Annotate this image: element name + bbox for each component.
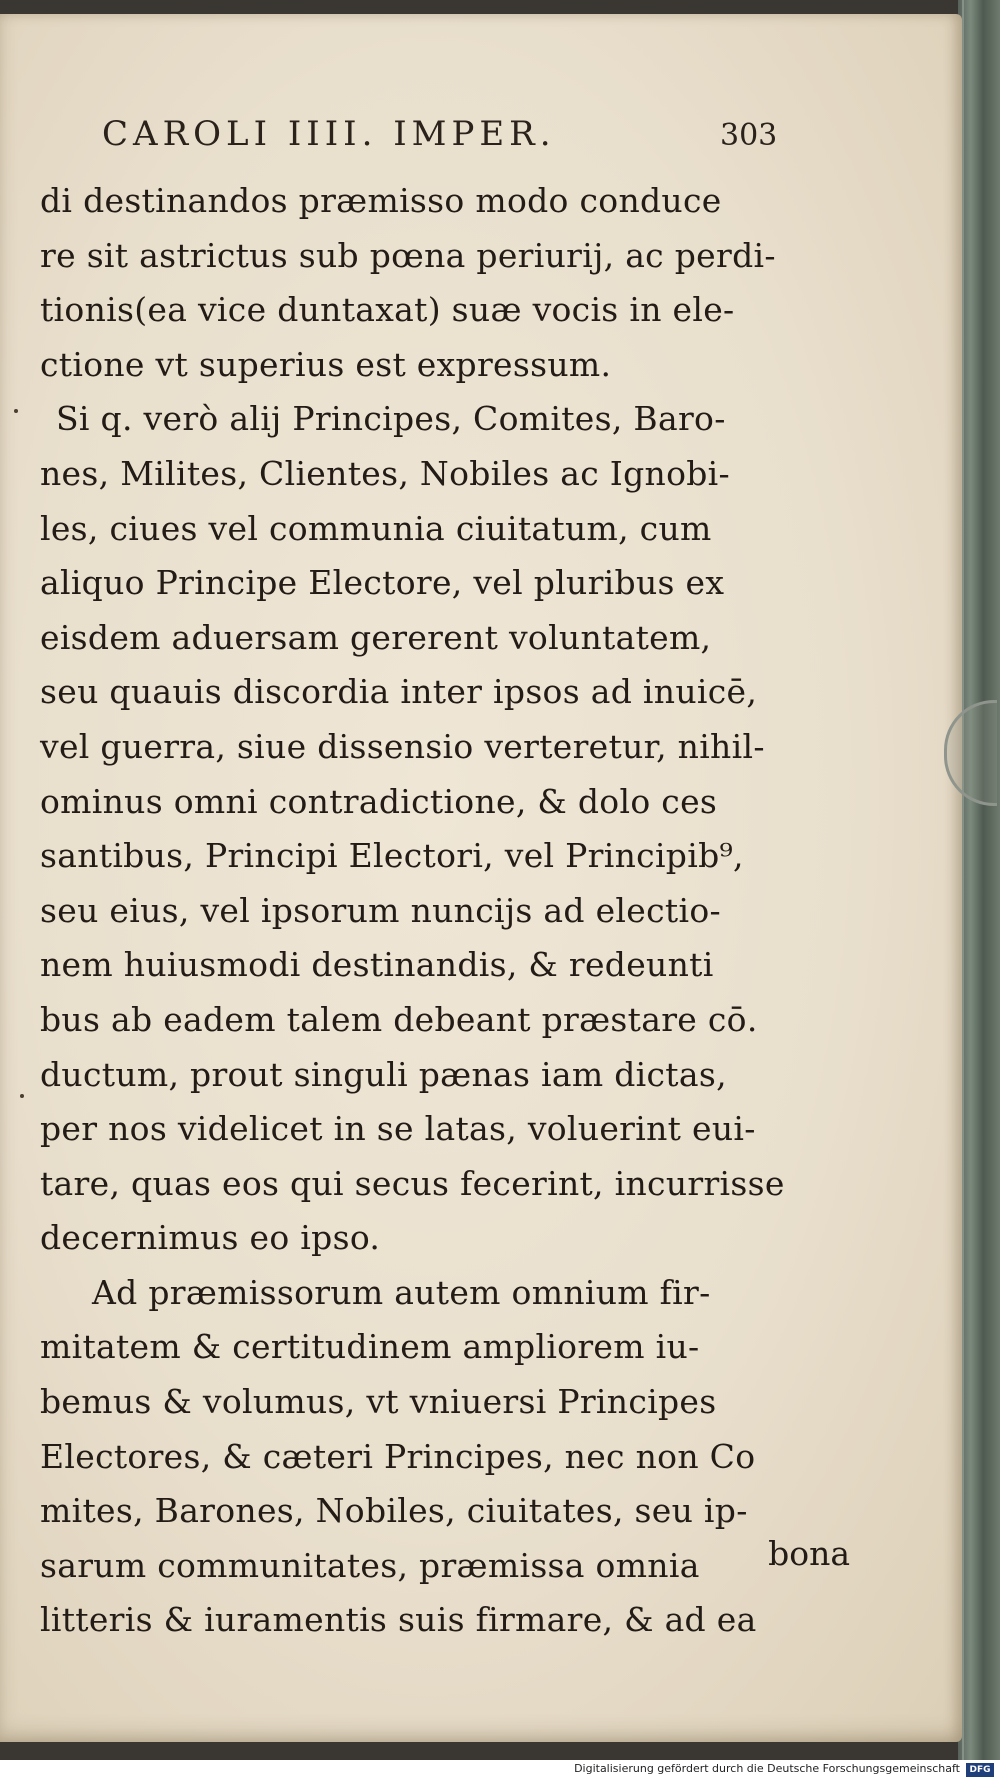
text-line: mitatem & certitudinem ampliorem iu- <box>40 1327 700 1367</box>
text-line: seu eius, vel ipsorum nuncijs ad electio- <box>40 890 721 930</box>
running-head <box>40 114 810 174</box>
text-line: di destinandos præmisso modo conduce <box>40 181 722 220</box>
text-line: seu quauis discordia inter ipsos ad inuicē, <box>40 672 758 712</box>
catchword: bona <box>768 1534 850 1573</box>
text-line: ductum, prout singuli pænas iam dictas, <box>40 1054 727 1094</box>
text-line: ominus omni contradictione, & dolo ces <box>40 781 718 821</box>
text-line: santibus, Principi Electori, vel Principib⁹, <box>40 836 744 876</box>
text-line: Electores, & cæteri Principes, nec non Co <box>40 1436 756 1476</box>
text-line: les, ciues vel communia ciuitatum, cum <box>40 508 712 548</box>
text-line: tionis(ea vice duntaxat) suæ vocis in ele- <box>40 290 735 330</box>
digitization-footer <box>0 1760 1000 1781</box>
text-line: vel guerra, siue dissensio verteretur, nihil- <box>40 726 765 766</box>
body-text <box>40 174 810 1648</box>
ink-speck <box>20 1094 24 1098</box>
running-title: CAROLI IIII. IMPER. <box>102 114 556 154</box>
book-page <box>0 14 962 1742</box>
text-line: tare, quas eos qui secus fecerint, incurrisse <box>40 1163 785 1203</box>
funding-credit: Digitalisierung gefördert durch die Deutsche Forschungsgemeinschaft <box>574 1762 960 1775</box>
text-line: aliquo Principe Electore, vel pluribus ex <box>40 563 725 603</box>
text-line: Si q. verò alij Principes, Comites, Baro- <box>56 399 726 439</box>
text-line: litteris & iuramentis suis firmare, & ad ea <box>40 1600 757 1640</box>
dfg-logo: DFG <box>966 1763 994 1777</box>
ink-speck <box>14 409 18 413</box>
text-line: mites, Barones, Nobiles, ciuitates, seu ip- <box>40 1491 748 1531</box>
text-line: eisdem aduersam gererent voluntatem, <box>40 617 712 657</box>
text-line: decernimus eo ipso. <box>40 1218 381 1258</box>
text-line: bemus & volumus, vt vniuersi Principes <box>40 1382 717 1422</box>
text-line: re sit astrictus sub pœna periurij, ac perdi- <box>40 235 776 275</box>
text-line: sarum communitates, præmissa omnia <box>40 1545 700 1585</box>
book-fore-edge <box>958 0 1000 1760</box>
page-text-block <box>40 114 850 1648</box>
text-line: nem huiusmodi destinandis, & redeunti <box>40 945 714 985</box>
text-line: bus ab eadem talem debeant præstare cō. <box>40 999 758 1039</box>
text-line: ctione vt superius est expressum. <box>40 344 612 384</box>
text-line: per nos videlicet in se latas, voluerint eui- <box>40 1109 756 1149</box>
text-line: Ad præmissorum autem omnium fir- <box>92 1272 711 1312</box>
text-line: nes, Milites, Clientes, Nobiles ac Ignobi- <box>40 453 730 493</box>
page-number: 303 <box>720 118 778 153</box>
